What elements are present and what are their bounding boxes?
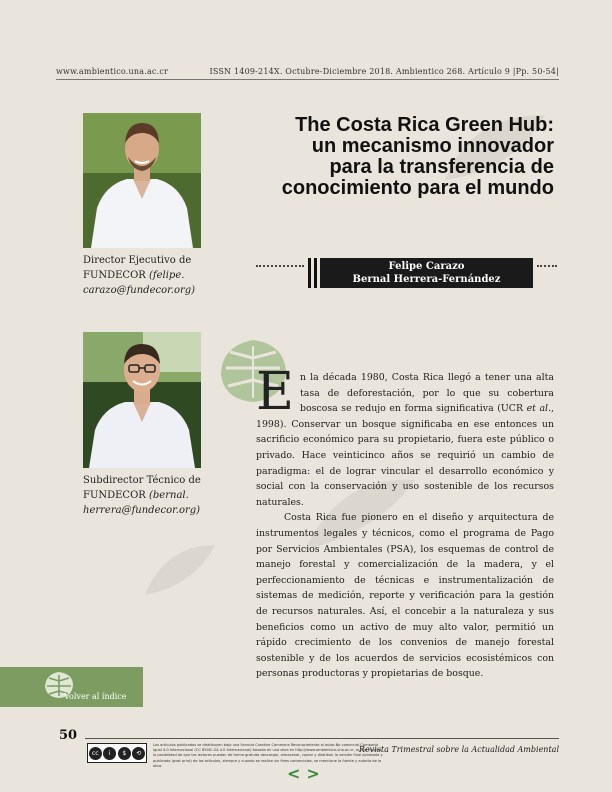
paragraph [256,362,554,510]
page-navigation [287,764,326,783]
author-bar [314,258,317,288]
page-number: 50 [59,728,78,743]
by-icon: i [103,747,116,760]
caption-email: (felipe. [149,270,185,281]
title-line: un mecanismo innovador [311,135,554,157]
header-website[interactable]: www.ambientico.una.ac.cr [56,67,169,76]
caption-role: Subdirector Técnico de [83,475,201,486]
caption-role: Director Ejecutivo de [83,255,192,266]
drop-cap: E [256,362,294,422]
author-name: Felipe Carazo [388,261,465,272]
sa-icon: ⟲ [132,747,145,760]
author-divider-left [256,265,304,267]
author-photo-felipe [83,113,201,248]
header-issn: ISSN 1409-214X. Octubre-Diciembre 2018. Ambientico 268. Artículo 9 |Pp. 50-54| [209,67,559,76]
caption-email: (bernal. [149,490,189,501]
author-bar [308,258,311,288]
caption-email: herrera@fundecor.org) [83,505,201,516]
article-body [256,362,554,682]
caption-email: carazo@fundecor.org) [83,285,196,296]
prev-page-button[interactable]: < [287,764,307,783]
next-page-button[interactable]: > [306,764,326,783]
back-to-index-label[interactable]: Volver al índice [64,692,127,701]
citation-etal: et al [526,403,549,415]
paragraph: Costa Rica fue pionero en el diseño y arquitectura de instrumentos legales y técnicos, como el programa de Pago por Servicios Ambientales (PSA), los esquemas de control de manejo forestal y comercialización de la madera, y el perfeccionamiento de técnicas e instrumentalización de sistemas de medición, reporte y verificación para la gestión de recursos naturales. Así, el concebir a la naturaleza y sus beneficios como un activo de muy alto valor, permitió un rápido crecimiento de los convenios de manejo forestal sostenible y de los acuerdos de servicios ecosistémicos con personas productoras y propietarias de bosque. [256,512,554,680]
cc-license-badge[interactable] [87,743,147,763]
caption-org: FUNDECOR [83,490,146,501]
header-rule [56,79,559,80]
author-caption-2 [83,473,213,518]
author-box [320,258,533,288]
background-leaf-icon [140,540,220,600]
article-title [224,115,554,199]
title-line: para la transferencia de [329,156,554,178]
paragraph-text: ., 1998). Conservar un bosque significaba en ese entonces un sacrificio económico para su propietario, fuera este público o privado. Hace veinticinco años se requirió un cambio de paradigma: el de lograr vincular el desarrollo económico y social con la conservación y uso sostenible de los recursos naturales. [256,403,554,508]
paragraph-text: n la década 1980, Costa Rica llegó a tener una alta tasa de deforestación, por lo que su cobertura boscosa se redujo en forma significativa (UCR [299,372,554,415]
author-photo-bernal [83,332,201,468]
cc-icon: cc [89,747,102,760]
caption-org: FUNDECOR [83,270,146,281]
license-text: Los artículos publicados se distribuyen bajo una licencia Creative Commons Reconocimiento al autor-No comercial-Compartir igual 4.0 Internacional (CC BY-NC-SA 4.0 Internacional) basada en una obra en http://www.ambientico.una.ac.cr, lo que implica la posibilidad de que los lectores puedan de forma gratuita descargar, almacenar, copiar y distribuir la versión final aprobada y publicada (post print) de los artículos, siempre y cuando se realice sin fines comerciales, se mencione la fuente y autoría de la obra. [153,743,383,768]
footer-rule [85,738,559,739]
author-name: Bernal Herrera-Fernández [352,274,501,285]
nc-icon: $ [118,747,131,760]
journal-name: Revista Trimestral sobre la Actualidad Ambiental [358,745,559,754]
author-caption-1 [83,253,213,298]
title-line: The Costa Rica Green Hub: [295,114,554,136]
author-divider-right [537,265,557,267]
title-line: conocimiento para el mundo [281,177,554,199]
